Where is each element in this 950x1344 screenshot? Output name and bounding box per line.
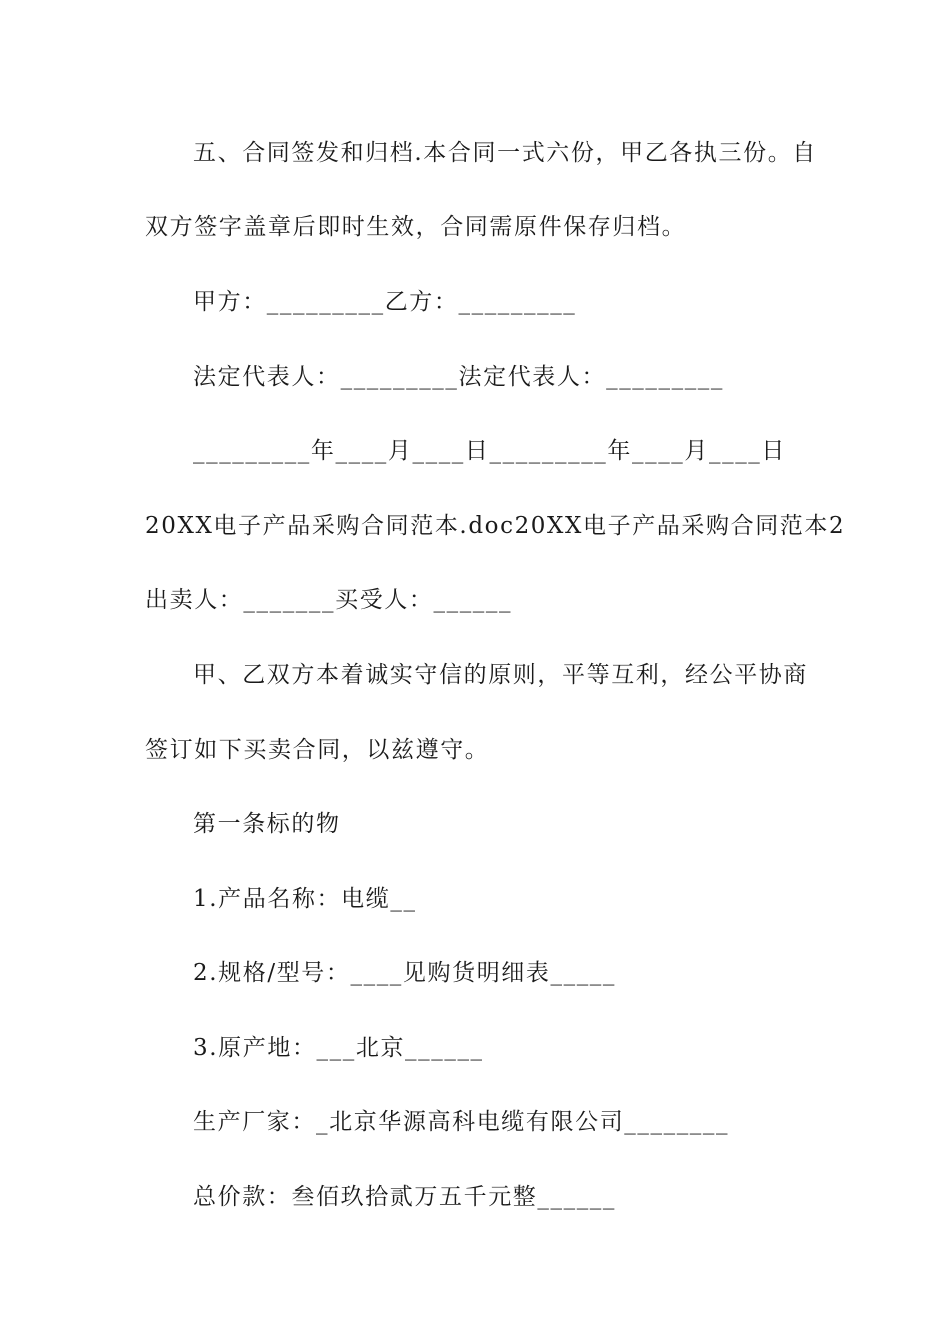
manufacturer-item: 生产厂家：_北京华源高科电缆有限公司________: [193, 1109, 730, 1135]
preamble-line-2: 签订如下买卖合同，以兹遵守。: [145, 737, 490, 763]
product-name-item: 1.产品名称：电缆__: [193, 886, 417, 912]
seller-buyer-line: 出卖人：_______买受人：______: [145, 587, 513, 613]
paragraph-archiving-line-2: 双方签字盖章后即时生效，合同需原件保存归档。: [145, 214, 687, 240]
origin-item: 3.原产地：___北京______: [193, 1035, 484, 1061]
party-signature-line: 甲方：_________乙方：_________: [193, 289, 577, 315]
total-price-item: 总价款：叁佰玖拾贰万五千元整______: [193, 1184, 616, 1210]
date-line: _________年____月____日_________年____月____日: [193, 438, 786, 464]
paragraph-archiving-line-1: 五、合同签发和归档.本合同一式六份，甲乙各执三份。自: [193, 140, 817, 166]
specification-item: 2.规格/型号：____见购货明细表_____: [193, 960, 616, 986]
legal-representative-line: 法定代表人：_________法定代表人：_________: [193, 364, 724, 390]
preamble-line-1: 甲、乙双方本着诚实守信的原则，平等互利，经公平协商: [193, 662, 808, 688]
document-title-line: 20XX电子产品采购合同范本.doc20XX电子产品采购合同范本2: [145, 513, 846, 539]
article-one-heading: 第一条标的物: [193, 811, 341, 837]
